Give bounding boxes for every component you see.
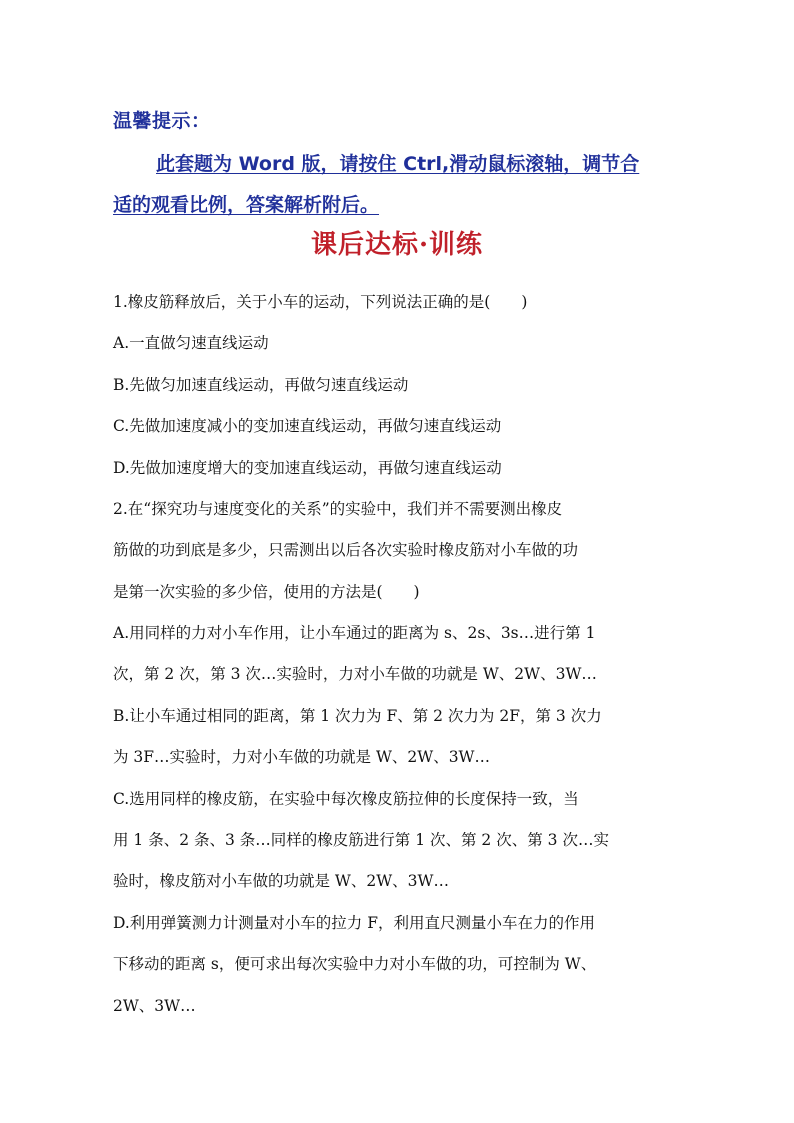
- section-title: 课后达标·训练: [310, 230, 484, 260]
- question-2-option-c-line-3: 验时，橡皮筋对小车做的功就是 W、2W、3W…: [113, 872, 449, 890]
- question-2-option-a-line-1: A.用同样的力对小车作用，让小车通过的距离为 s、2s、3s…进行第 1: [113, 624, 596, 642]
- tip-title: 温馨提示：: [113, 110, 211, 132]
- tip-text-line-2: 适的观看比例，答案解析附后。: [113, 194, 380, 216]
- question-1-stem: 1.橡皮筋释放后，关于小车的运动，下列说法正确的是( ): [113, 293, 528, 311]
- question-2-stem-line-1: 2.在“探究功与速度变化的关系”的实验中，我们并不需要测出橡皮: [113, 500, 563, 518]
- question-1-option-d: D.先做加速度增大的变加速直线运动，再做匀速直线运动: [113, 459, 502, 477]
- question-2-option-a-line-2: 次，第 2 次，第 3 次…实验时，力对小车做的功就是 W、2W、3W…: [113, 665, 597, 683]
- question-1-option-c: C.先做加速度减小的变加速直线运动，再做匀速直线运动: [113, 417, 502, 435]
- question-2-stem-line-2: 筋做的功到底是多少，只需测出以后各次实验时橡皮筋对小车做的功: [113, 541, 579, 559]
- question-1-option-a: A.一直做匀速直线运动: [113, 334, 269, 352]
- question-2-option-b-line-2: 为 3F…实验时，力对小车做的功就是 W、2W、3W…: [113, 748, 490, 766]
- question-2-option-d-line-1: D.利用弹簧测力计测量对小车的拉力 F，利用直尺测量小车在力的作用: [113, 914, 595, 932]
- question-2-option-c-line-1: C.选用同样的橡皮筋，在实验中每次橡皮筋拉伸的长度保持一致，当: [113, 790, 579, 808]
- question-2-option-b-line-1: B.让小车通过相同的距离，第 1 次力为 F、第 2 次力为 2F，第 3 次力: [113, 707, 602, 725]
- question-2-option-d-line-2: 下移动的距离 s，便可求出每次实验中力对小车做的功，可控制为 W、: [113, 955, 597, 973]
- tip-text-line-1: 此套题为 Word 版，请按住 Ctrl,滑动鼠标滚轴，调节合: [156, 153, 640, 175]
- question-2-stem-line-3: 是第一次实验的多少倍，使用的方法是( ): [113, 583, 420, 601]
- question-2-option-c-line-2: 用 1 条、2 条、3 条…同样的橡皮筋进行第 1 次、第 2 次、第 3 次…实: [113, 831, 609, 849]
- question-1-option-b: B.先做匀加速直线运动，再做匀速直线运动: [113, 376, 409, 394]
- question-2-option-d-line-3: 2W、3W…: [113, 997, 196, 1015]
